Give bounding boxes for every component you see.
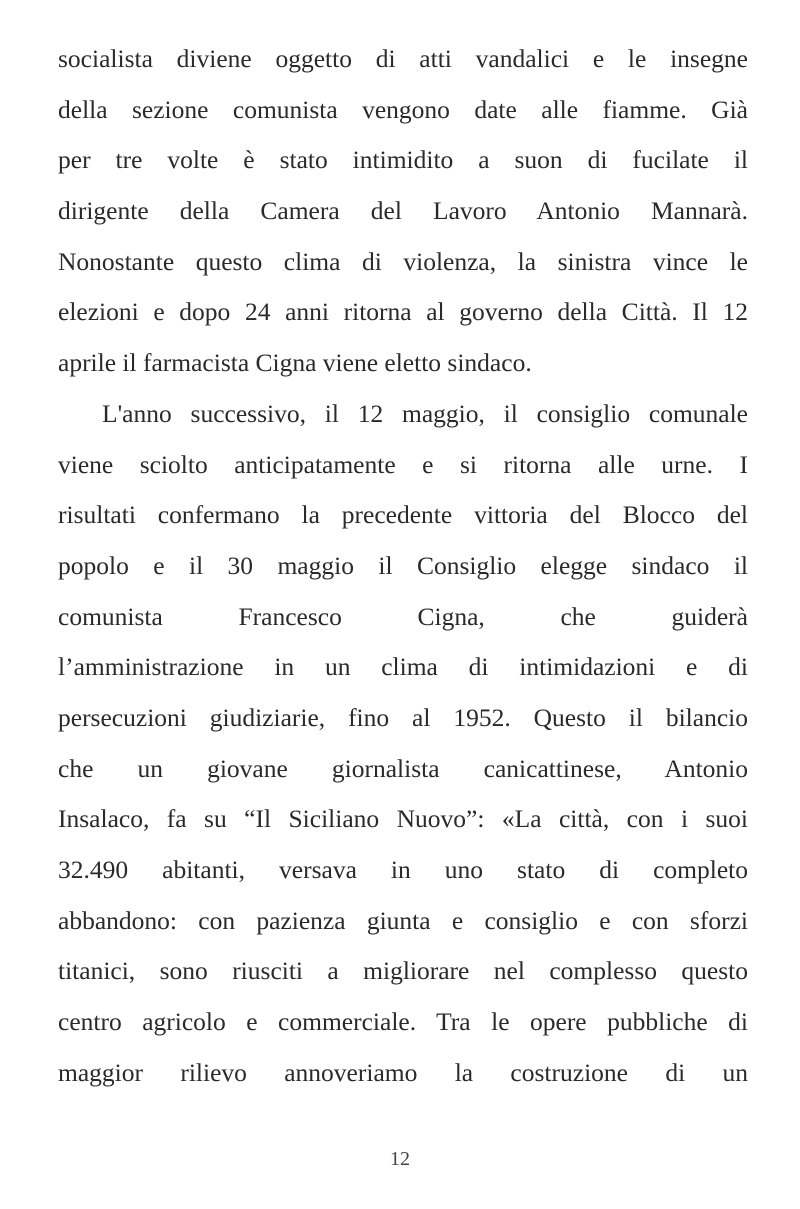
text-line: titanici, sono riusciti a migliorare nel complesso questo <box>58 956 748 986</box>
text-line: L'anno successivo, il 12 maggio, il consiglio comunale <box>102 398 748 428</box>
text-line: abbandono: con pazienza giunta e consiglio e con sforzi <box>58 905 748 935</box>
text-line: che un giovane giornalista canicattinese, Antonio <box>58 753 748 783</box>
paragraph <box>58 34 748 389</box>
text-line: popolo e il 30 maggio il Consiglio elegge sindaco il <box>58 550 748 580</box>
text-line: elezioni e dopo 24 anni ritorna al governo della Città. Il 12 <box>58 297 748 327</box>
text-line: per tre volte è stato intimidito a suon di fucilate il <box>58 145 748 175</box>
text-line: l’amministrazione in un clima di intimidazioni e di <box>58 652 748 682</box>
text-line: Insalaco, fa su “Il Siciliano Nuovo”: «La città, con i suoi <box>58 804 748 834</box>
text-line: 32.490 abitanti, versava in uno stato di completo <box>58 855 748 884</box>
text-line: Nonostante questo clima di violenza, la sinistra vince le <box>58 246 748 276</box>
text-line: viene sciolto anticipatamente e si ritorna alle urne. I <box>58 449 748 479</box>
text-line: risultati confermano la precedente vittoria del Blocco del <box>58 500 748 530</box>
text-line: maggior rilievo annoveriamo la costruzione di un <box>58 1057 748 1087</box>
paragraph <box>58 389 748 1099</box>
text-line: comunista Francesco Cigna, che guiderà <box>58 601 748 631</box>
text-line: dirigente della Camera del Lavoro Antonio Mannarà. <box>58 196 748 226</box>
text-line: della sezione comunista vengono date alle fiamme. Già <box>58 94 748 124</box>
page-number: 12 <box>390 1148 410 1170</box>
page-body <box>58 34 748 1098</box>
text-line: aprile il farmacista Cigna viene eletto sindaco. <box>58 348 532 378</box>
text-line: centro agricolo e commerciale. Tra le opere pubbliche di <box>58 1007 748 1037</box>
text-line: persecuzioni giudiziarie, fino al 1952. Questo il bilancio <box>58 702 748 732</box>
text-line: socialista diviene oggetto di atti vandalici e le insegne <box>58 44 748 73</box>
